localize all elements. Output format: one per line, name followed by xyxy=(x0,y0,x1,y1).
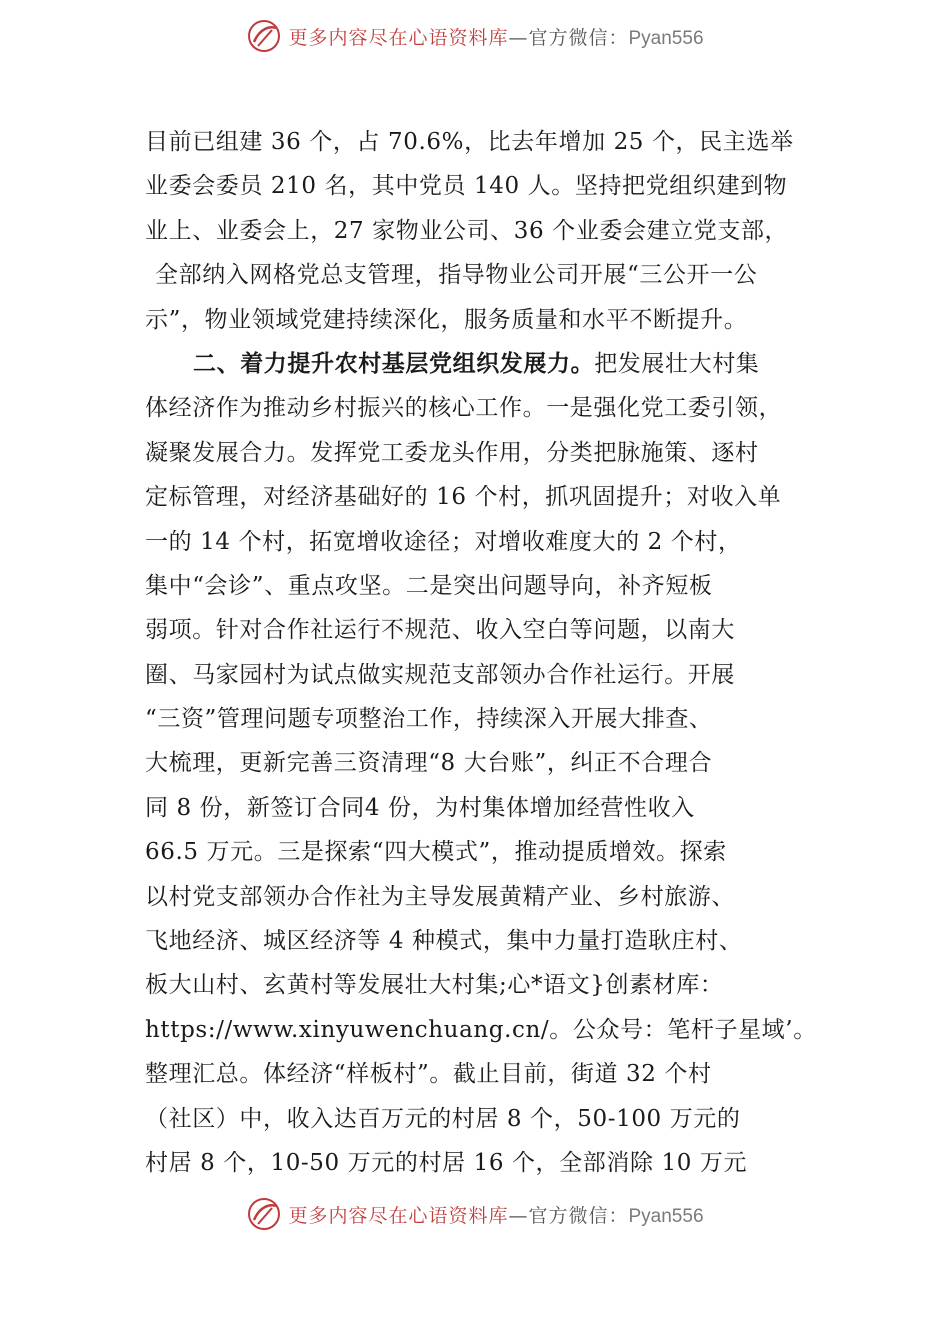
text-line: （社区）中，收入达百万元的村居 8 个，50-100 万元的 xyxy=(145,1105,741,1132)
document-body xyxy=(145,120,825,1185)
text-line: 飞地经济、城区经济等 4 种模式，集中力量打造耿庄村、 xyxy=(145,928,743,955)
text-line: 整理汇总。体经济“样板村”。截止目前，街道 32 个村 xyxy=(145,1061,712,1088)
text-line: 凝聚发展合力。发挥党工委龙头作用，分类把脉施策、逐村 xyxy=(145,439,759,466)
watermark-brand: 更多内容尽在心语资料库 xyxy=(288,1204,509,1227)
section-heading: 二、着力提升农村基层党组织发展力。 xyxy=(193,349,595,377)
text-line: 以村党支部领办合作社为主导发展黄精产业、乡村旅游、 xyxy=(145,883,735,910)
watermark-brand: 更多内容尽在心语资料库 xyxy=(288,26,509,49)
watermark-banner-top xyxy=(0,14,950,58)
text-line: 集中“会诊”、重点攻坚。二是突出问题导向，补齐短板 xyxy=(145,572,713,599)
text-line: 业委会委员 210 名，其中党员 140 人。坚持把党组织建到物 xyxy=(145,173,788,200)
watermark-wechat-id: Pyan556 xyxy=(628,27,704,49)
text-line: 业上、业委会上，27 家物业公司、36 个业委会建立党支部， xyxy=(145,217,789,244)
text-line: 把发展壮大村集 xyxy=(594,350,760,377)
watermark-separator: — xyxy=(508,26,529,49)
watermark-banner-bottom xyxy=(0,1192,950,1236)
text-line: 目前已组建 36 个，占 70.6%，比去年增加 25 个，民主选举 xyxy=(145,129,794,155)
text-line: 弱项。针对合作社运行不规范、收入空白等问题，以南大 xyxy=(145,617,735,644)
text-line: 同 8 份，新签订合同4 份，为村集体增加经营性收入 xyxy=(145,794,695,821)
text-line: 66.5 万元。三是探索“四大模式”，推动提质增效。探索 xyxy=(145,839,727,866)
text-line: 示”，物业领域党建持续深化，服务质量和水平不断提升。 xyxy=(145,306,748,333)
text-line: 定标管理，对经济基础好的 16 个村，抓巩固提升；对收入单 xyxy=(145,484,782,511)
text-line: 板大山村、玄黄村等发展壮大村集;心*语文}创素材库： xyxy=(145,972,724,999)
text-line: 圈、马家园村为试点做实规范支部领办合作社运行。开展 xyxy=(145,661,735,688)
text-line: 一的 14 个村，拓宽增收途径；对增收难度大的 2 个村， xyxy=(145,528,742,555)
text-line: 村居 8 个，10-50 万元的村居 16 个，全部消除 10 万元 xyxy=(145,1149,748,1176)
watermark-wechat-label: 官方微信： xyxy=(528,26,629,49)
text-line: https://www.xinyuwenchuang.cn/。公众号：笔杆子星域’。 xyxy=(145,1016,817,1043)
section-heading-line xyxy=(145,342,825,386)
brand-logo-icon xyxy=(246,18,282,54)
watermark-separator: — xyxy=(508,1204,529,1227)
text-line: 体经济作为推动乡村振兴的核心工作。一是强化党工委引领， xyxy=(145,395,783,422)
text-line: “三资”管理问题专项整治工作，持续深入开展大排查、 xyxy=(145,706,713,733)
brand-logo-icon xyxy=(246,1196,282,1232)
text-line: 大梳理，更新完善三资清理“8 大台账”，纠正不合理合 xyxy=(145,750,713,777)
watermark-wechat-id: Pyan556 xyxy=(628,1205,704,1227)
watermark-text xyxy=(288,1201,703,1228)
watermark-text xyxy=(288,23,703,50)
watermark-wechat-label: 官方微信： xyxy=(528,1204,629,1227)
text-line: 全部纳入网格党总支管理，指导物业公司开展“三公开一公 xyxy=(155,262,758,289)
